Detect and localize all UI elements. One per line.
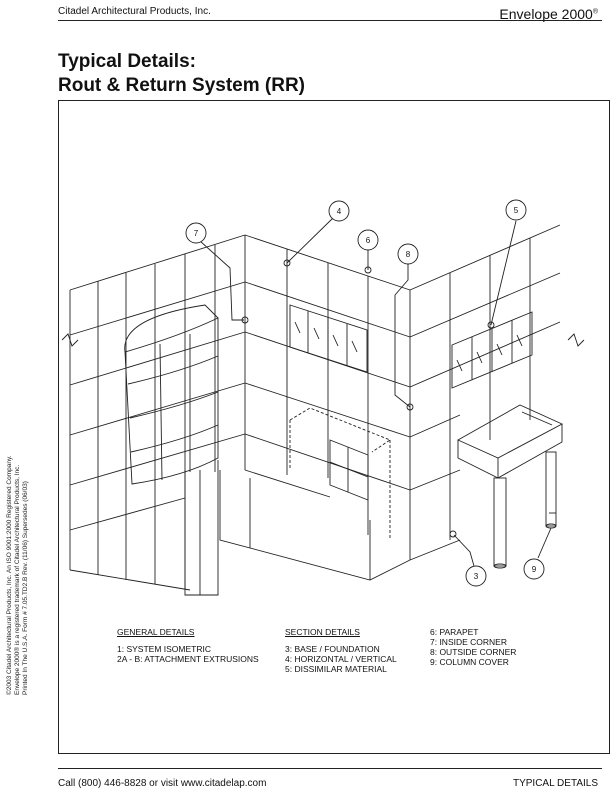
legend-item: 4: HORIZONTAL / VERTICAL (285, 654, 397, 664)
legend-more (430, 627, 516, 667)
callout-8: 8 (405, 250, 411, 259)
legend-item: 5: DISSIMILAR MATERIAL (285, 664, 387, 674)
center-wall (220, 235, 410, 580)
legend-item: 8: OUTSIDE CORNER (430, 647, 517, 657)
legend-item: 9: COLUMN COVER (430, 657, 509, 667)
legend-item: 3: BASE / FOUNDATION (285, 644, 380, 654)
company-name: Citadel Architectural Products, Inc. (58, 6, 211, 17)
callout-6: 6 (365, 236, 371, 245)
legend-section-heading: SECTION DETAILS (285, 627, 360, 637)
legend-item: 2A - B: ATTACHMENT EXTRUSIONS (117, 654, 259, 664)
copyright-line-1: ©2003 Citadel Architectural Products, Inc. An ISO 9001:2000 Registered Company. (6, 455, 13, 695)
callout-5: 5 (513, 206, 519, 215)
callout-3: 3 (473, 572, 479, 581)
curved-bay (125, 305, 218, 595)
title-line-1: Typical Details: (58, 51, 196, 72)
callout-9: 9 (531, 565, 537, 574)
registered-mark: ® (592, 8, 598, 16)
right-wall (410, 225, 560, 560)
break-mark-right (568, 334, 584, 346)
legend-item: 1: SYSTEM ISOMETRIC (117, 644, 211, 654)
footer-contact: Call (800) 446-8828 or visit www.citadelap.com (58, 778, 267, 789)
legend-general-heading: GENERAL DETAILS (117, 627, 195, 637)
left-wall (70, 235, 245, 590)
copyright-line-2: Envelope 2000® is a registered trademark of Citadel Architectural Products, Inc. (14, 464, 21, 695)
product-title: Envelope 2000 (499, 6, 593, 22)
footer-section: TYPICAL DETAILS (512, 778, 598, 789)
title-line-2: Rout & Return System (RR) (58, 75, 306, 96)
copyright-line-3: Printed In The U.S.A. Form # 7.05.TD2.B Rev. (11/06) Supersedes (06/03) (22, 481, 29, 695)
callout-4: 4 (336, 207, 342, 216)
callout-7: 7 (193, 229, 199, 238)
legend-section (285, 627, 397, 674)
canopy (458, 405, 562, 568)
legend-item: 6: PARAPET (430, 627, 479, 637)
legend-general (117, 627, 259, 664)
footer-rule (58, 768, 602, 769)
callout-leaders (200, 218, 551, 566)
legend-item: 7: INSIDE CORNER (430, 637, 507, 647)
